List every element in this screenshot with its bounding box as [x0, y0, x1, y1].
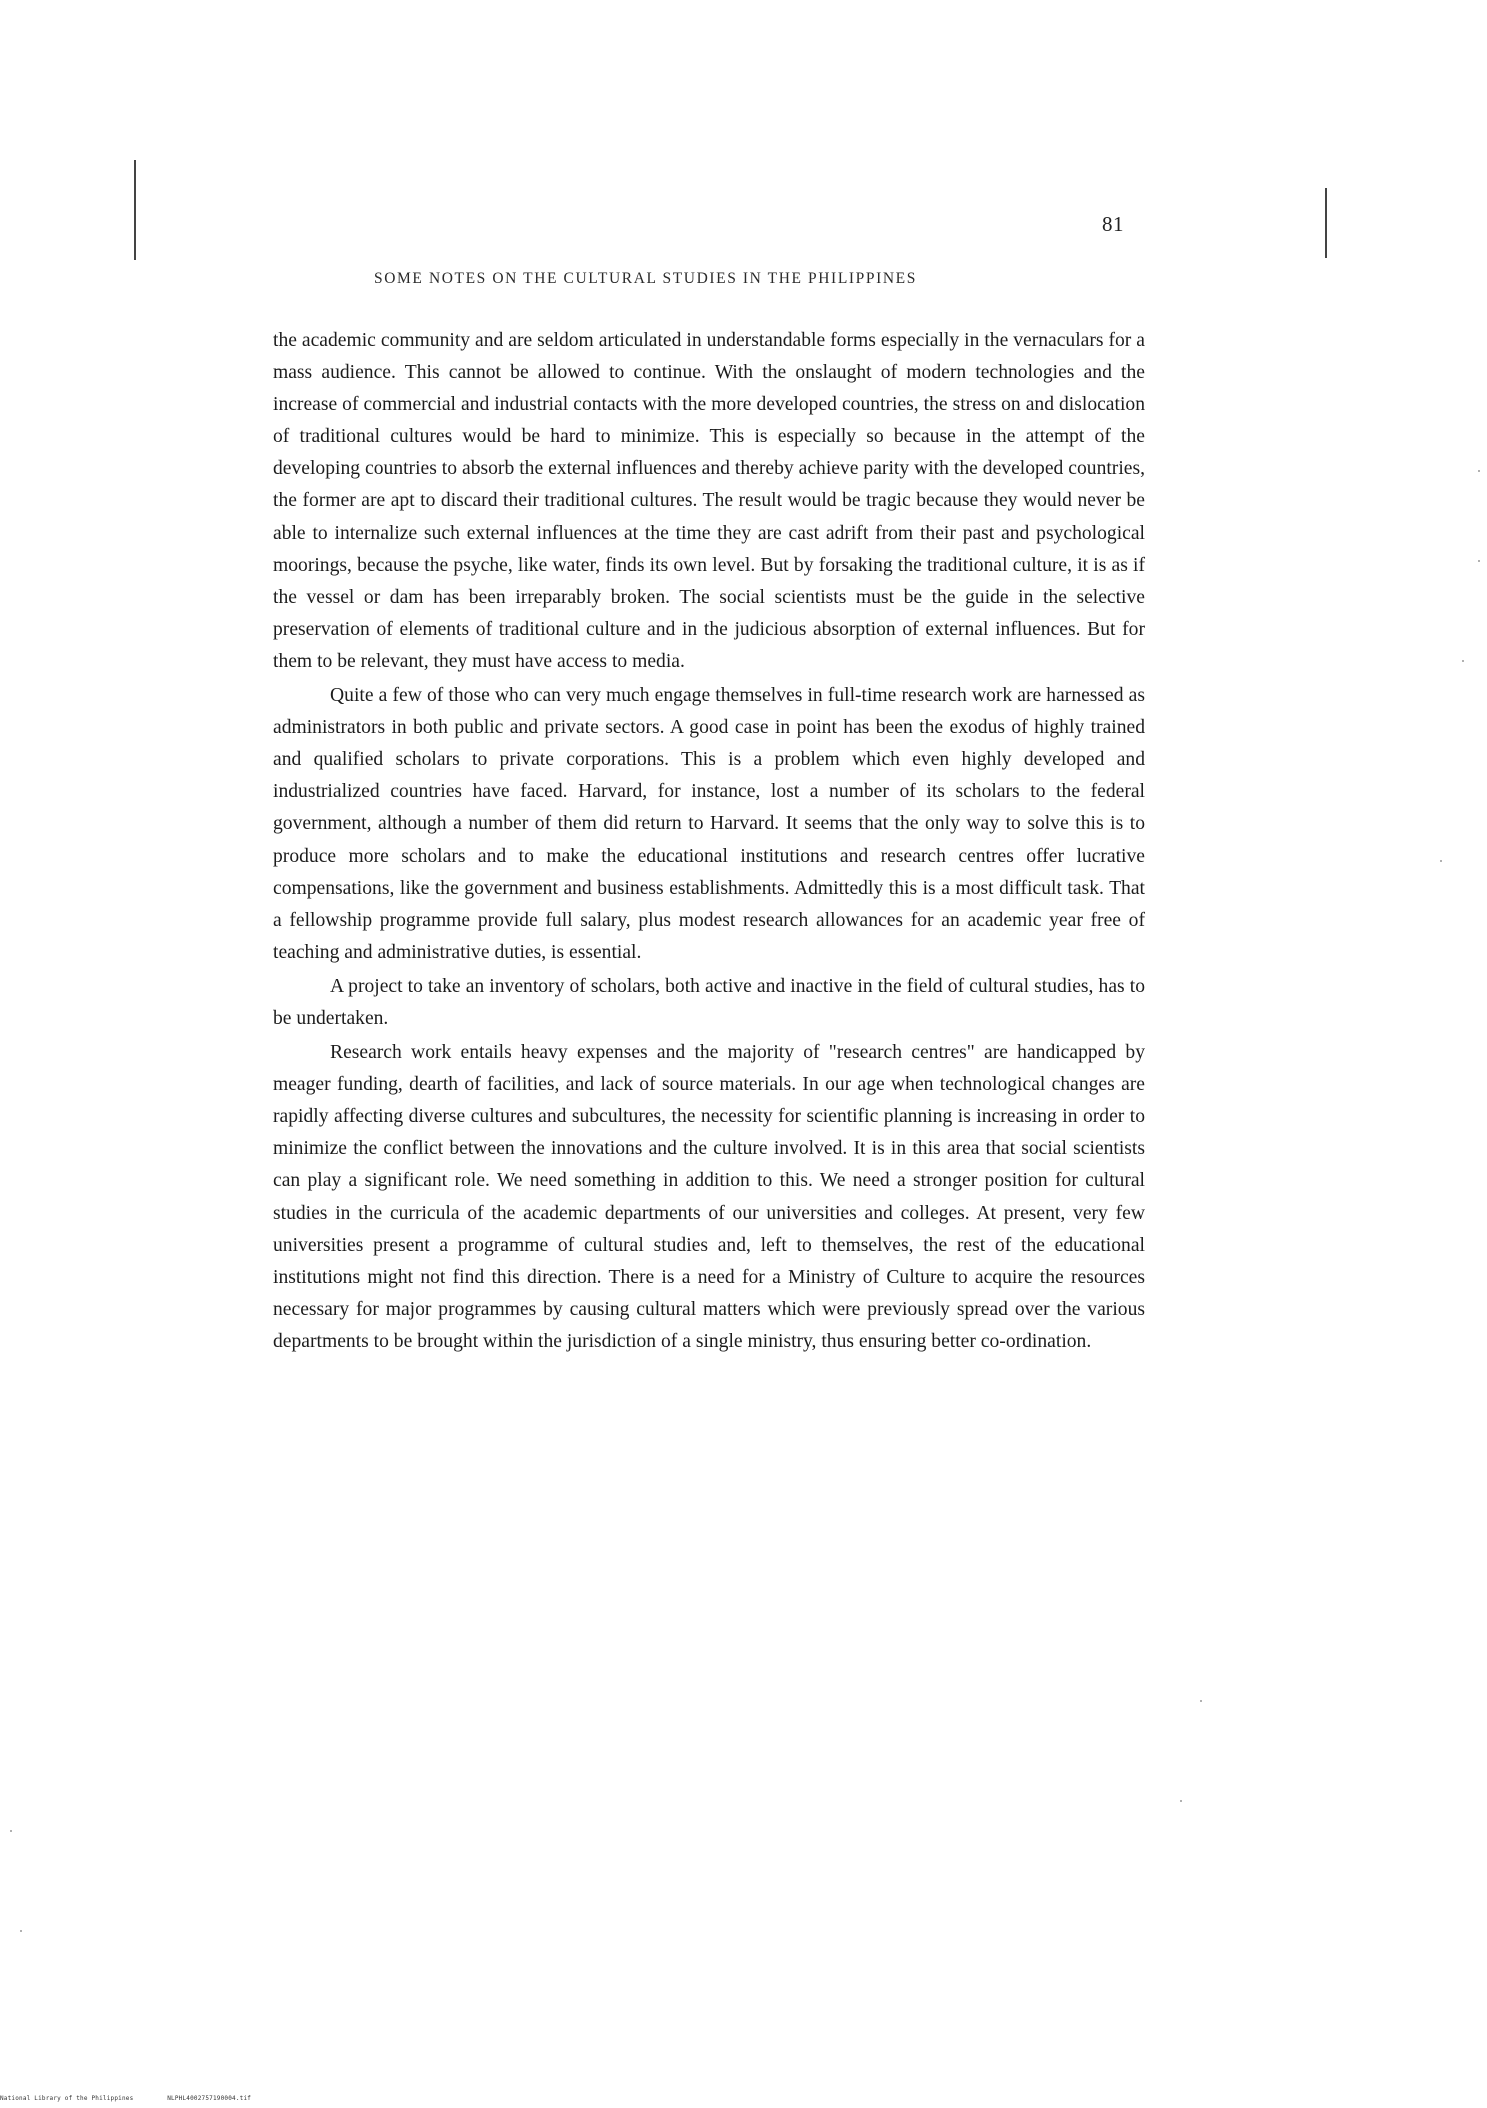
body-text — [273, 325, 1145, 1358]
scan-speck — [1478, 470, 1480, 472]
scan-speck — [1180, 1800, 1182, 1802]
scan-speck — [10, 1830, 12, 1832]
scan-speck — [20, 1930, 22, 1932]
scan-edge-mark-left — [134, 160, 136, 260]
scan-speck — [1478, 560, 1480, 562]
paragraph: Research work entails heavy expenses and the majority of "research centres" are handicapped by meager funding, dearth of facilities, and lack of source materials. In our age when technological changes are rapidly affecting diverse cultures and subcultures, the necessity for scientific planning is increasing in order to minimize the conflict between the innovations and the culture involved. It is in this area that social scientists can play a significant role. We need something in addition to this. We need a stronger position for cultural studies in the curricula of the academic departments of our universities and colleges. At present, very few universities present a programme of cultural studies and, left to themselves, the rest of the educational institutions might not find this direction. There is a need for a Ministry of Culture to acquire the resources necessary for major programmes by causing cultural matters which were previously spread over the various departments to be brought within the jurisdiction of a single ministry, thus ensuring better co-ordination. — [273, 1042, 1145, 1352]
scan-speck — [1462, 660, 1464, 662]
scan-footer-stamp — [0, 2095, 251, 2102]
scan-speck — [1440, 860, 1442, 862]
paragraph: Quite a few of those who can very much engage themselves in full-time research work are harnessed as administrators in both public and private sectors. A good case in point has been the exodus of highly trained and qualified scholars to private corporations. This is a problem which even highly developed and industrialized countries have faced. Harvard, for instance, lost a number of its scholars to the federal government, although a number of them did return to Harvard. It seems that the only way to solve this is to produce more scholars and to make the educational institutions and research centres offer lucrative compensations, like the government and business establishments. Admittedly this is a most difficult task. That a fellowship programme provide full salary, plus modest research allowances for an academic year free of teaching and administrative duties, is essential. — [273, 685, 1145, 963]
page-number: 81 — [1102, 212, 1124, 236]
library-stamp: National Library of the Philippines — [0, 2095, 134, 2102]
running-head: SOME NOTES ON THE CULTURAL STUDIES IN THE PHILIPPINES — [374, 270, 917, 287]
scan-edge-mark-right — [1325, 188, 1327, 258]
scan-speck — [1200, 1700, 1202, 1702]
paragraph: A project to take an inventory of scholars, both active and inactive in the field of cultural studies, has to be undertaken. — [273, 975, 1145, 1029]
file-code: NLPHL4002757190004.tif — [167, 2095, 252, 2102]
paragraph: the academic community and are seldom articulated in understandable forms especially in the vernaculars for a mass audience. This cannot be allowed to continue. With the onslaught of modern technologies and the increase of commercial and industrial contacts with the more developed countries, the stress on and dislocation of traditional cultures would be hard to minimize. This is especially so because in the attempt of the developing countries to absorb the external influences and thereby achieve parity with the developed countries, the former are apt to discard their traditional cultures. The result would be tragic because they would never be able to internalize such external influences at the time they are cast adrift from their past and psychological moorings, because the psyche, like water, finds its own level. But by forsaking the traditional culture, it is as if the vessel or dam has been irreparably broken. The social scientists must be the guide in the selective preservation of elements of traditional culture and in the judicious absorption of external influences. But for them to be relevant, they must have access to media. — [273, 330, 1145, 672]
